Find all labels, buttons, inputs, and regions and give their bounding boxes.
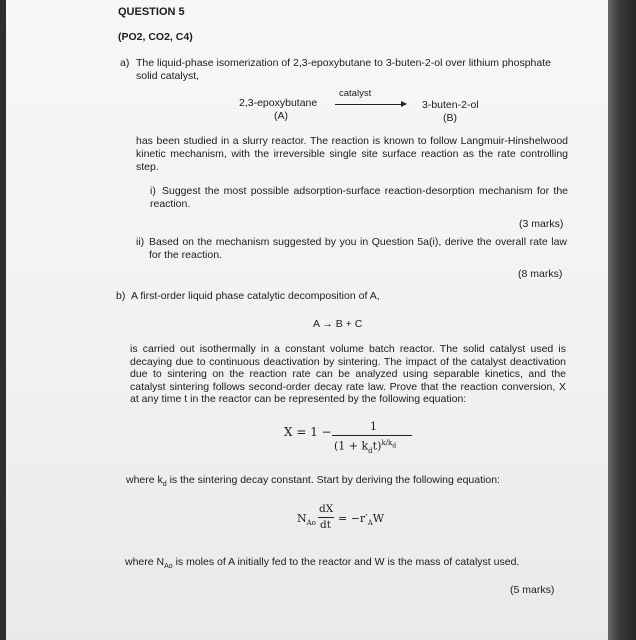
part-a-label: a) [120,57,130,69]
eq1-denominator: $(1 + k_dt)^{k/k_d}$ [334,439,397,455]
where-kd: where $k_d$ is the sintering decay constant. Start by deriving the following equation: [126,474,500,489]
sub-ii-label: ii) [136,236,145,248]
eq2-fraction-bar [318,517,334,518]
part-a-body: has been studied in a slurry reactor. The reaction is known to follow Langmuir-Hinshelwood kinetic mechanism, with the irreversible single site surface reaction as the rate controlling step. [136,135,568,173]
product-name: 3-buten-2-ol [422,99,479,111]
eq2-denominator: dt [320,519,331,531]
exam-page [6,0,608,640]
eq1-numerator: 1 [370,420,377,433]
course-outcomes: (PO2, CO2, C4) [118,31,193,43]
product-tag: (B) [443,112,457,124]
where-nao: where $N_{Ao}$ is moles of A initially fed to the reactor and W is the mass of catalyst used. [125,556,520,571]
part-b-label: b) [116,290,126,302]
reactant-tag: (A) [274,110,288,122]
reactant-name: 2,3-epoxybutane [239,97,318,109]
catalyst-label: catalyst [339,88,372,99]
page-edge-shadow [608,0,636,640]
eq1-lhs: X = 1 − [284,425,332,439]
sub-i-label: i) [150,185,156,197]
sub-i-text: Suggest the most possible adsorption-surface reaction-desorption mechanism for the reaction. [150,185,568,210]
part-b-body: is carried out isothermally in a constant volume batch reactor. The solid catalyst used is decaying due to continuous deactivation by sintering. The impact of the catalyst deactivation due to sintering on the reaction rate can be analyzed using separable kinetics, and the catalyst sintering follows second-order decay rate law. Prove that the reaction conversion, X at any time t in the reactor can be represented by the following equation: [130,343,566,406]
part-a-intro-line2: solid catalyst, [136,70,200,82]
sub-ii-marks: (8 marks) [518,268,563,280]
reaction-arrow [335,104,405,105]
eq2-rhs: = $-r'_AW$ [338,512,385,528]
eq2-numerator: dX [319,503,334,515]
sub-i-marks: (3 marks) [519,218,564,230]
eq1-fraction-bar [332,435,412,436]
part-b-marks: (5 marks) [510,584,555,596]
sub-ii-text: Based on the mechanism suggested by you in Question 5a(i), derive the overall rate law for the reaction. [149,236,567,261]
part-b-reaction: A → B + C [313,318,363,330]
question-heading: QUESTION 5 [118,6,185,18]
part-b-intro: A first-order liquid phase catalytic decomposition of A, [131,290,380,302]
eq2-coefficient: $N_{Ao}$ [297,512,316,528]
part-a-intro-line1: The liquid-phase isomerization of 2,3-epoxybutane to 3-buten-2-ol over lithium phosphate [136,57,551,69]
